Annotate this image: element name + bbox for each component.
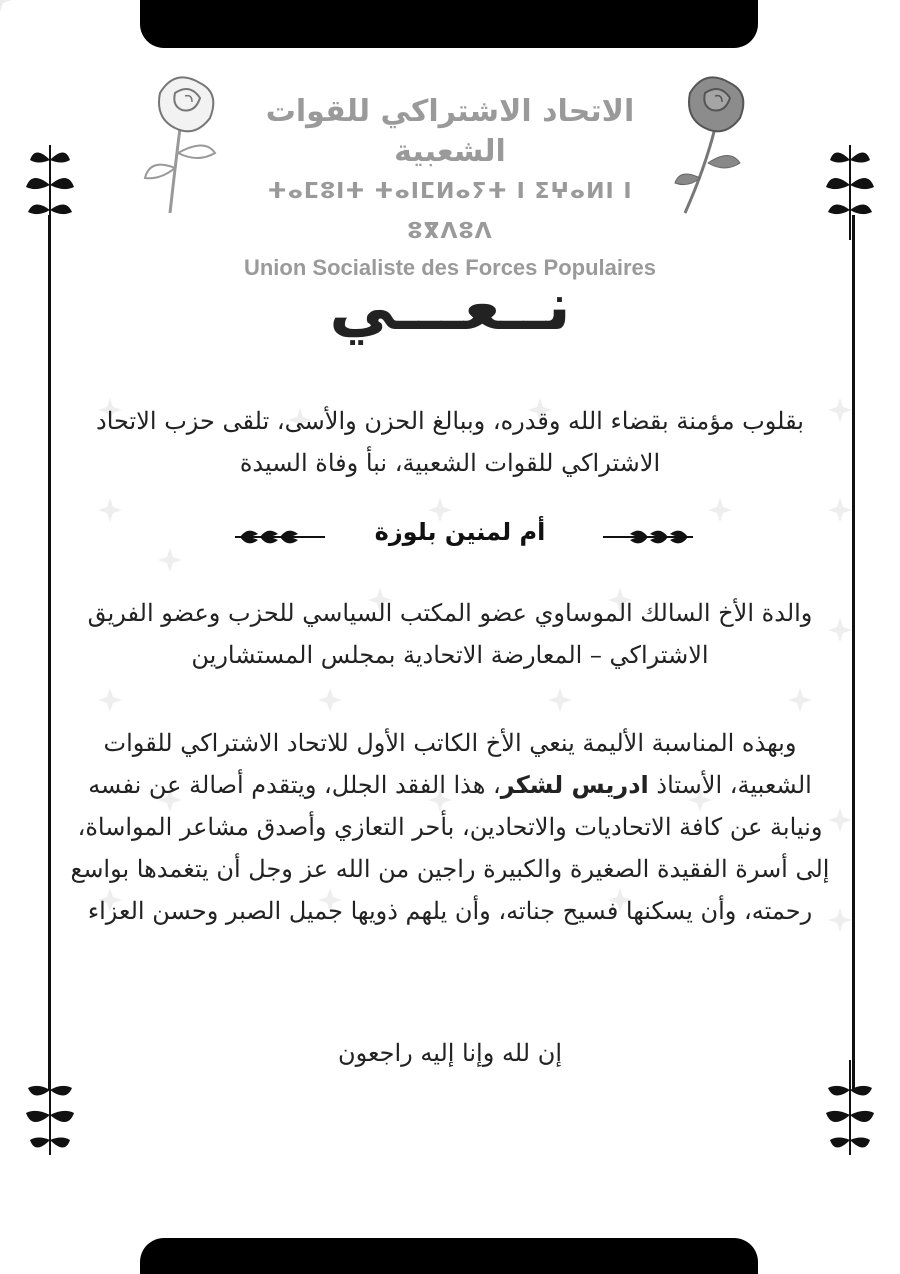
left-frame-line xyxy=(48,215,51,1090)
background-star xyxy=(828,498,852,522)
ornament-icon xyxy=(598,522,698,552)
closing-verse: إن لله وإنا إليه راجعون xyxy=(338,1039,562,1067)
leaf-branch-icon xyxy=(20,140,80,240)
background-star xyxy=(788,688,812,712)
leaf-branch-icon xyxy=(20,1060,80,1160)
page-title: نــعـــي xyxy=(329,268,571,345)
condolence-text-part2: ، هذا الفقد الجلل، ويتقدم أصالة عن نفسه ونيابة عن كافة الاتحاديات والاتحادين، بأحر التعازي وأصدق مشاعر المواساة، إلى أسرة الفقيدة الصغيرة والكبيرة راجين من الله عز وجل أن يتغمدها بواسع رحمته، وأن يسكنها فسيح جناته، وأن يلهم ذويها جميل الصبر وحسن العزاء xyxy=(70,771,830,925)
background-star xyxy=(318,688,342,712)
rose-icon xyxy=(140,68,250,218)
organization-name-tifinagh: ⵜⴰⵎⵓⵏⵜ ⵜⴰⵏⵎⵍⴰⵢⵜ ⵏ ⵉⵖⴰⵍⵏ ⵏ ⵓⴳⴷⵓⴷ xyxy=(267,179,633,244)
leaf-branch-icon xyxy=(820,1060,880,1160)
leaf-branch-icon xyxy=(820,140,880,240)
condolence-paragraph xyxy=(60,722,840,932)
organization-name-french: Union Socialiste des Forces Populaires xyxy=(243,255,657,280)
deceased-name-row xyxy=(220,512,700,562)
organization-name-arabic: الاتحاد الاشتراكي للقوات الشعبية xyxy=(265,94,635,169)
condolence-text-part1: وبهذه المناسبة الأليمة ينعي الأخ الكاتب الأول للاتحاد الاشتراكي للقوات الشعبية، الأستاذ xyxy=(103,729,812,799)
intro-paragraph: بقلوب مؤمنة بقضاء الله وقدره، وببالغ الحزن والأسى، تلقى حزب الاتحاد الاشتراكي للقوات الشعبية، نبأ وفاة السيدة xyxy=(96,407,804,477)
ornament-icon xyxy=(230,522,330,552)
background-star xyxy=(548,688,572,712)
relation-paragraph: والدة الأخ السالك الموساوي عضو المكتب السياسي للحزب وعضو الفريق الاشتراكي – المعارضة الاتحادية بمجلس المستشارين xyxy=(87,599,813,669)
right-frame-line xyxy=(852,215,855,1090)
background-star xyxy=(158,548,182,572)
organization-header xyxy=(240,92,660,284)
background-star xyxy=(708,498,732,522)
background-star xyxy=(98,498,122,522)
background-star xyxy=(98,688,122,712)
deceased-name: أم لمنين بلوزة xyxy=(374,518,546,546)
leader-name: ادريس لشكر xyxy=(500,771,649,799)
rose-icon xyxy=(650,68,760,218)
